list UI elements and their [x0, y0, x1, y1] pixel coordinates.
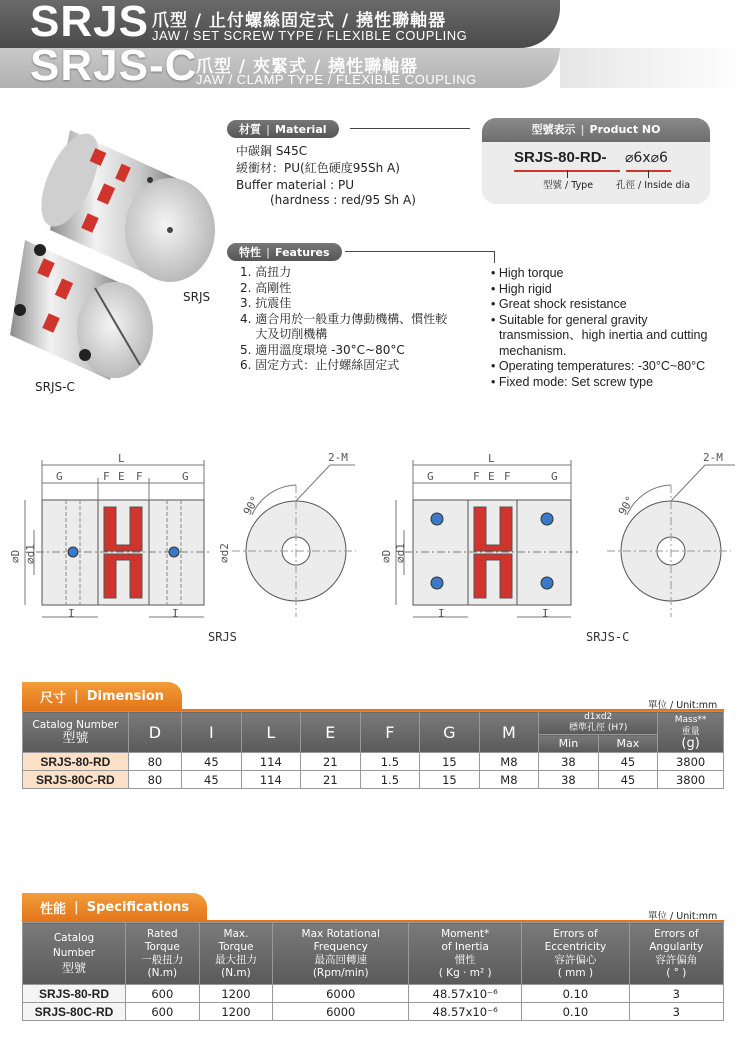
model-code-srjs-c: SRJS-C: [30, 41, 198, 90]
model-code-srjs: SRJS: [30, 0, 149, 46]
dim-label-G-left: G: [56, 470, 63, 483]
features-zh-list: [240, 265, 447, 374]
dim-col-L: L: [241, 712, 301, 753]
dimension-heading-en: Dimension: [86, 688, 165, 704]
product-no-heading-en: Product NO: [589, 123, 661, 136]
dim-col-bore: d1xd2 標準孔徑 (H7): [539, 712, 658, 735]
features-en-list: • High torque • High rigid • Great shock resistance • Suitable for general gravity transmission、high inertia and cutting mechanism. • Operating temperatures: -30°C~80°C • Fixed mode: Set screw type: [491, 266, 708, 389]
photo-label-srjs-c: SRJS-C: [35, 380, 75, 394]
material-line-4: (hardness : red/95 Sh A): [270, 193, 416, 207]
spec-row-2: SRJS-80C-RD 600 1200 6000 48.57x10⁻⁶ 0.10 3: [23, 1003, 724, 1021]
dim-col-M: M: [479, 712, 539, 753]
dim-label-G-right: G: [182, 470, 189, 483]
features-heading-en: Features: [275, 245, 330, 259]
product-no-heading: 型號表示 | Product NO: [482, 118, 710, 142]
dim-label-F: F: [103, 470, 110, 483]
dim-label-G-left-c: G: [427, 470, 434, 483]
product-photo: [0, 110, 225, 400]
dim-col-F: F: [360, 712, 420, 753]
dim-label-d1: ⌀d1: [24, 544, 37, 564]
feature-zh-5: 5. 適用溫度環境 -30°C~80°C: [240, 342, 405, 357]
dim-col-catalog: Catalog Number 型號: [23, 712, 129, 753]
srjs-c-side-view: [380, 452, 578, 620]
spec-col-catalog: Catalog Number 型號: [23, 923, 126, 985]
srjs-side-view: [9, 452, 210, 620]
dim-label-D: ⌀D: [9, 549, 22, 563]
header-band-fade: [560, 48, 747, 88]
feature-en-1: High torque: [498, 266, 564, 280]
drawing-caption-srjs-c: SRJS-C: [586, 630, 630, 644]
spec-heading-en: Specifications: [86, 899, 190, 915]
feature-en-5: Operating temperatures: -30°C~80°C: [498, 359, 706, 373]
dim-label-I-left: I: [68, 607, 75, 620]
dim-col-G: G: [420, 712, 480, 753]
dim-label-angle-left: 90°: [240, 493, 262, 518]
dim-col-mass: Mass** 重量 (g): [658, 712, 724, 753]
dim-label-L-c: L: [488, 452, 495, 465]
spec-col-angularity: Errors of Angularity 容許偏角 ( ° ): [629, 923, 723, 985]
feature-zh-4: 4. 適合用於一般重力傳動機構、慣性較: [240, 311, 448, 326]
dim-label-E-c: E: [488, 470, 495, 483]
feature-zh-2: 2. 高剛性: [240, 280, 292, 295]
dimension-heading-zh: 尺寸: [40, 690, 67, 706]
spec-unit: 單位 / Unit:mm: [648, 911, 718, 922]
dim-label-angle-right: 90°: [615, 493, 637, 518]
feature-en-4: Suitable for general gravity: [498, 312, 648, 327]
feature-zh-1: 1. 高扭力: [240, 265, 292, 279]
dim-col-D: D: [128, 712, 181, 753]
dim-label-d2: ⌀d2: [218, 543, 231, 563]
dim-label-d1-c: ⌀d1: [394, 543, 407, 563]
header-title-zh-2: 爪型 / 夾緊式 / 撓性聯軸器: [196, 57, 419, 77]
dim-row-2: SRJS-80C-RD 80 45 114 21 1.5 15 M8 38 45 3800: [23, 771, 724, 789]
features-rule-drop: [494, 251, 495, 263]
spec-heading-zh: 性能: [40, 901, 67, 917]
product-no-heading-zh: 型號表示: [531, 123, 576, 136]
spec-col-inertia: Moment* of Inertia 慣性 ( Kg · m² ): [409, 923, 522, 985]
material-heading-en: Material: [275, 122, 327, 136]
feature-en-4b: transmission、high inertia and cutting: [499, 328, 708, 342]
product-no-tick-bore: [648, 170, 649, 178]
dim-label-M-left: 2-M: [328, 451, 348, 464]
srjs-c-end-view: [607, 451, 735, 617]
dimension-table: [22, 711, 724, 789]
dimension-unit: 單位 / Unit:mm: [648, 700, 718, 711]
drawing-caption-srjs: SRJS: [208, 630, 237, 644]
material-line-1: 中碳鋼 S45C: [236, 144, 308, 158]
dim-label-L: L: [118, 452, 125, 465]
spec-row-1: SRJS-80-RD 600 1200 6000 48.57x10⁻⁶ 0.10 3: [23, 985, 724, 1003]
dim-label-I-left-c: I: [438, 607, 445, 620]
feature-en-6: Fixed mode: Set screw type: [498, 374, 654, 389]
material-line-2: 緩衝材：PU(紅色硬度95Sh A): [236, 161, 400, 175]
dim-col-bore-min: Min: [539, 735, 599, 753]
features-rule: [345, 251, 495, 252]
dim-col-bore-max: Max: [598, 735, 658, 753]
feature-en-2: High rigid: [498, 281, 552, 296]
material-rule: [350, 128, 470, 129]
dim-label-D-c: ⌀D: [380, 549, 393, 563]
dimension-heading: 尺寸 | Dimension: [22, 682, 182, 710]
spec-col-rated-torque: Rated Torque 一般扭力 (N.m): [126, 923, 200, 985]
dim-label-F-c: F: [473, 470, 480, 483]
dim-label-I-right: I: [172, 607, 179, 620]
features-heading: 特性 | Features: [227, 243, 342, 261]
photo-label-srjs: SRJS: [183, 290, 211, 304]
material-heading: 材質 | Material: [227, 120, 339, 138]
srjs-end-view: [218, 451, 356, 617]
spec-col-max-torque: Max. Torque 最大扭力 (N.m): [199, 923, 273, 985]
product-no-label-type: 型號 / Type: [543, 180, 594, 191]
product-no-code: SRJS-80-RD-: [514, 149, 607, 166]
dim-row-1: SRJS-80-RD 80 45 114 21 1.5 15 M8 38 45 3800: [23, 753, 724, 771]
dim-label-E: E: [118, 470, 125, 483]
feature-zh-6: 6. 固定方式：止付螺絲固定式: [240, 358, 400, 372]
material-line-3: Buffer material : PU: [236, 178, 355, 192]
features-heading-zh: 特性: [239, 246, 261, 259]
material-heading-zh: 材質: [239, 123, 261, 136]
dim-label-G-right-c: G: [551, 470, 558, 483]
spec-col-max-rpm: Max Rotational Frequency 最高回轉速 (Rpm/min): [273, 923, 409, 985]
dim-label-F2-c: F: [504, 470, 511, 483]
feature-zh-4b: 大及切削機構: [240, 327, 328, 341]
feature-zh-3: 3. 抗震佳: [240, 296, 292, 310]
product-no-label-inside: 孔徑 / Inside dia: [616, 180, 691, 191]
dim-col-E: E: [301, 712, 361, 753]
feature-en-4c: mechanism.: [499, 343, 567, 358]
dim-label-I-right-c: I: [542, 607, 549, 620]
spec-col-eccentricity: Errors of Eccentricity 容許偏心 ( mm ): [522, 923, 629, 985]
dim-label-M-right: 2-M: [703, 451, 723, 464]
header-title-zh-1: 爪型 / 止付螺絲固定式 / 撓性聯軸器: [152, 11, 447, 31]
product-no-tick-type: [567, 170, 568, 178]
technical-drawing: [0, 445, 747, 645]
dim-label-F2: F: [136, 470, 143, 483]
dim-col-I: I: [182, 712, 242, 753]
header-title-en-1: JAW / SET SCREW TYPE / FLEXIBLE COUPLING: [152, 28, 468, 43]
product-no-bore: ⌀6x⌀6: [625, 150, 668, 166]
feature-en-3: Great shock resistance: [498, 297, 627, 311]
header-title-en-2: JAW / CLAMP TYPE / FLEXIBLE COUPLING: [196, 72, 477, 87]
spec-heading: 性能 | Specifications: [22, 893, 207, 921]
spec-table: [22, 922, 724, 1021]
